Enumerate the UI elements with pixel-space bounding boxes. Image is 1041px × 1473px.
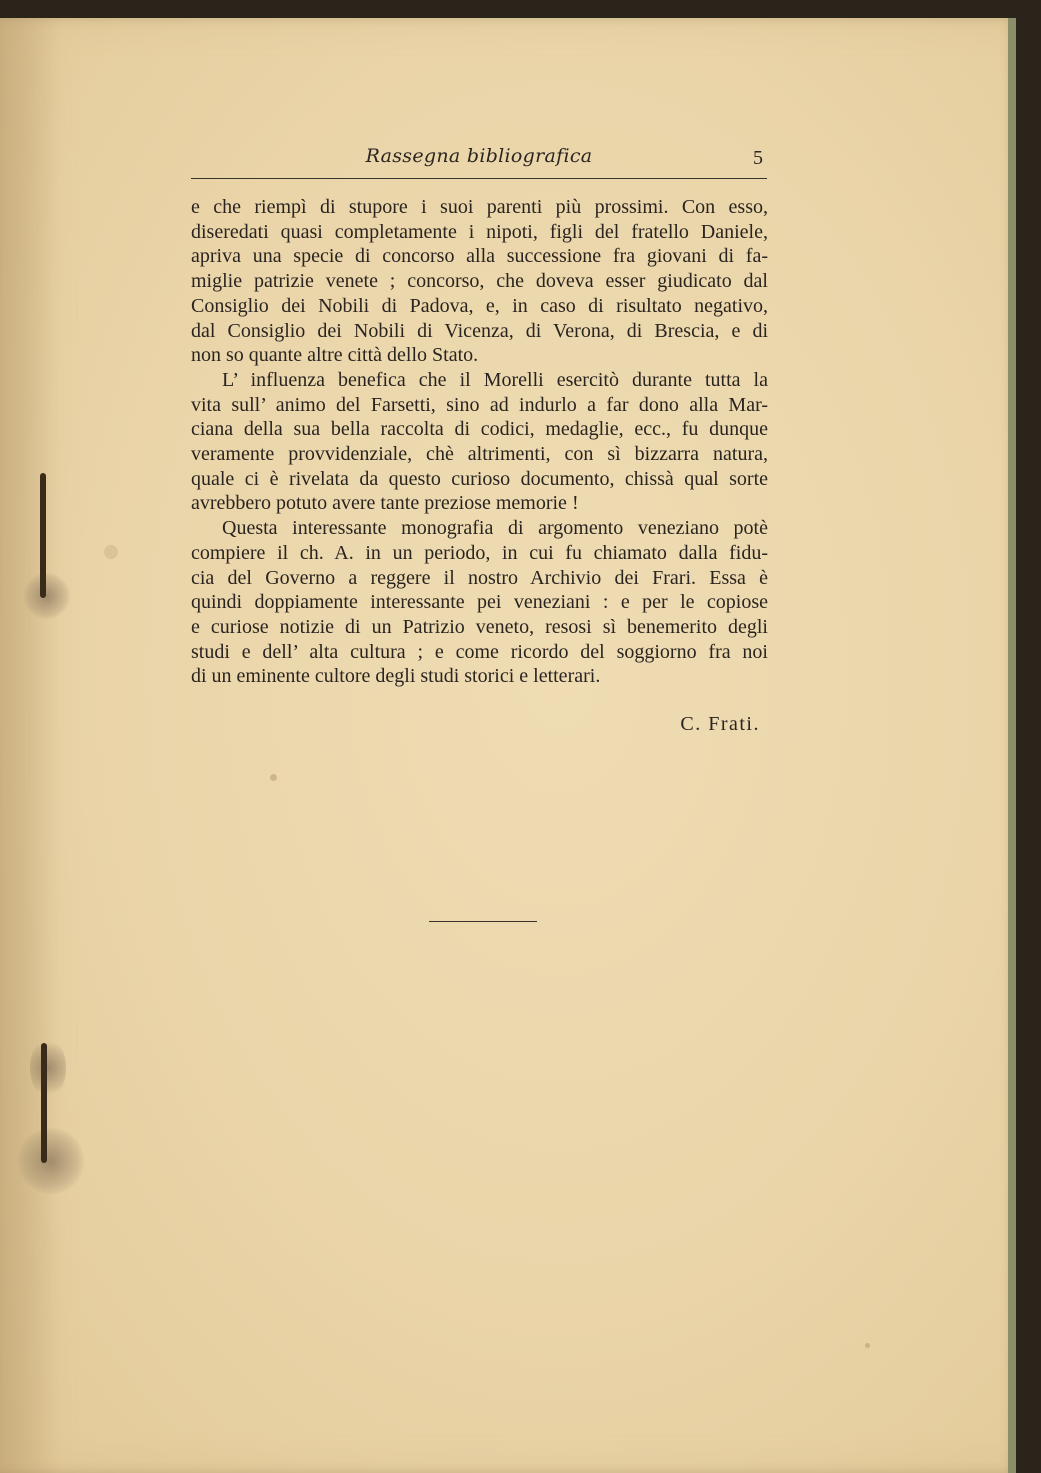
stitch-stain-lower — [18, 1128, 84, 1194]
text-line: e che riempì di stupore i suoi parenti più prossimi. Con esso, — [191, 196, 768, 218]
text-line: Questa interessante monografia di argomento veneziano potè — [222, 517, 768, 540]
text-line: veramente provvidenziale, chè altrimenti, con sì bizzarra natura, — [191, 443, 768, 466]
page-header — [191, 145, 767, 181]
text-line: di un eminente cultore degli studi storici e letterari. — [191, 665, 601, 688]
text-line: e curiose notizie di un Patrizio veneto, resosi sì benemerito degli — [191, 615, 768, 638]
author-signature: C. Frati. — [680, 713, 760, 735]
text-line: apriva una specie di concorso alla successione fra giovani di fa- — [191, 245, 768, 268]
end-rule — [429, 921, 537, 922]
text-line: diseredati quasi completamente i nipoti, figli del fratello Daniele, — [191, 220, 768, 243]
binding-stitch-lower — [41, 1043, 47, 1163]
text-line: quale ci è rivelata da questo curioso documento, chissà qual sorte — [191, 467, 768, 490]
text-line: studi e dell’ alta cultura ; e come ricordo del soggiorno fra noi — [191, 640, 768, 663]
paper-spot — [270, 774, 277, 781]
text-line: miglie patrizie venete ; concorso, che doveva esser giudicato dal — [191, 270, 768, 293]
header-rule — [191, 178, 767, 179]
paragraph — [191, 516, 768, 689]
text-line: avrebbero potuto avere tante preziose memorie ! — [191, 492, 579, 515]
page-number: 5 — [753, 147, 763, 169]
body-text — [191, 195, 768, 689]
text-line: vita sull’ animo del Farsetti, sino ad indurlo a far dono alla Mar- — [191, 393, 768, 416]
binding-gutter — [0, 18, 60, 1473]
text-line: ciana della sua bella raccolta di codici, medaglie, ecc., fu dunque — [191, 418, 768, 441]
paragraph — [191, 195, 768, 368]
text-line: dal Consiglio dei Nobili di Vicenza, di Verona, di Brescia, e di — [191, 319, 768, 342]
text-line: compiere il ch. A. in un periodo, in cui fu chiamato dalla fidu- — [191, 541, 768, 564]
text-line: L’ influenza benefica che il Morelli esercitò durante tutta la — [222, 368, 768, 391]
paragraph — [191, 368, 768, 516]
text-line: non so quante altre città dello Stato. — [191, 344, 479, 367]
text-line: cia del Governo a reggere il nostro Archivio dei Frari. Essa è — [191, 566, 768, 589]
text-line: quindi doppiamente interessante pei veneziani : e per le copiose — [191, 591, 768, 614]
binding-stitch-upper — [40, 473, 46, 598]
text-line: Consiglio dei Nobili di Padova, e, in caso di risultato negativo, — [191, 294, 768, 317]
paper-spot — [104, 545, 118, 559]
paper-spot — [865, 1343, 870, 1348]
stitch-stain-upper — [24, 573, 70, 619]
running-title: Rassegna bibliografica — [365, 145, 593, 167]
page-edge — [1008, 18, 1016, 1473]
stitch-stain-lower-top — [30, 1038, 66, 1098]
